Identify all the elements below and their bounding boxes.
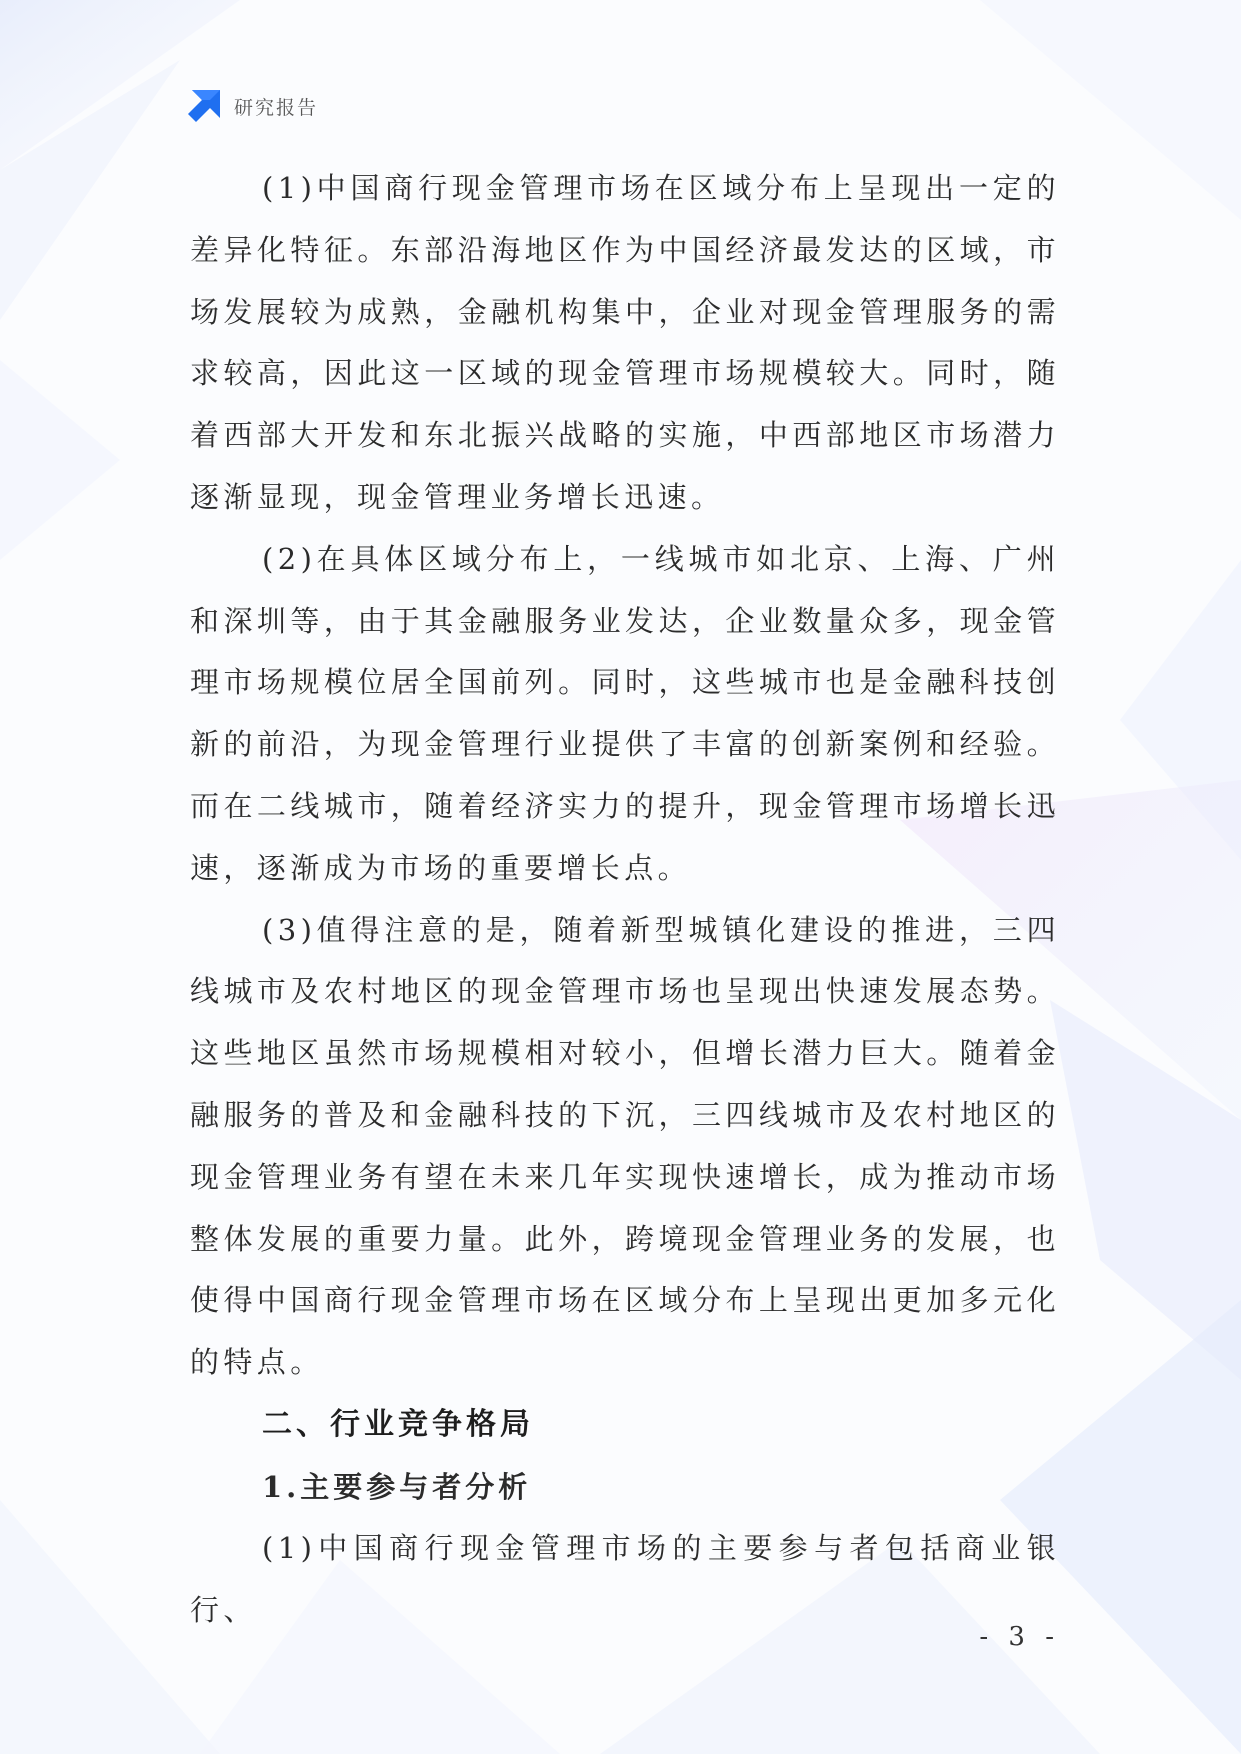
- paragraph-4: (1)中国商行现金管理市场的主要参与者包括商业银行、: [190, 1530, 1060, 1627]
- paragraph-2: (2)在具体区域分布上，一线城市如北京、上海、广州和深圳等，由于其金融服务业发达，企业数量众多，现金管理市场规模位居全国前列。同时，这些城市也是金融科技创新的前沿，为现金管理行业提供了丰富的创新案例和经验。而在二线城市，随着经济实力的提升，现金管理市场增长迅速，逐渐成为市场的重要增长点。: [190, 541, 1060, 885]
- paragraph-1: (1)中国商行现金管理市场在区域分布上呈现出一定的差异化特征。东部沿海地区作为中国经济最发达的区域，市场发展较为成熟，金融机构集中，企业对现金管理服务的需求较高，因此这一区域的现金管理市场规模较大。同时，随着西部大开发和东北振兴战略的实施，中西部地区市场潜力逐渐显现，现金管理业务增长迅速。: [190, 171, 1060, 514]
- paragraph-3: (3)值得注意的是，随着新型城镇化建设的推进，三四线城市及农村地区的现金管理市场也呈现出快速发展态势。这些地区虽然市场规模相对较小，但增长潜力巨大。随着金融服务的普及和金融科技的下沉，三四线城市及农村地区的现金管理业务有望在未来几年实现快速增长，成为推动市场整体发展的重要力量。此外，跨境现金管理业务的发展，也使得中国商行现金管理市场在区域分布上呈现出更加多元化的特点。: [190, 912, 1060, 1380]
- document-body: [190, 158, 1060, 1642]
- report-header: [186, 88, 318, 124]
- header-title: 研究报告: [234, 96, 319, 119]
- arrow-up-right-icon: [186, 88, 222, 124]
- section-heading: 二、行业竞争格局: [262, 1406, 534, 1442]
- page-number: - 3 -: [979, 1622, 1060, 1652]
- sub-heading: 1.主要参与者分析: [262, 1469, 532, 1504]
